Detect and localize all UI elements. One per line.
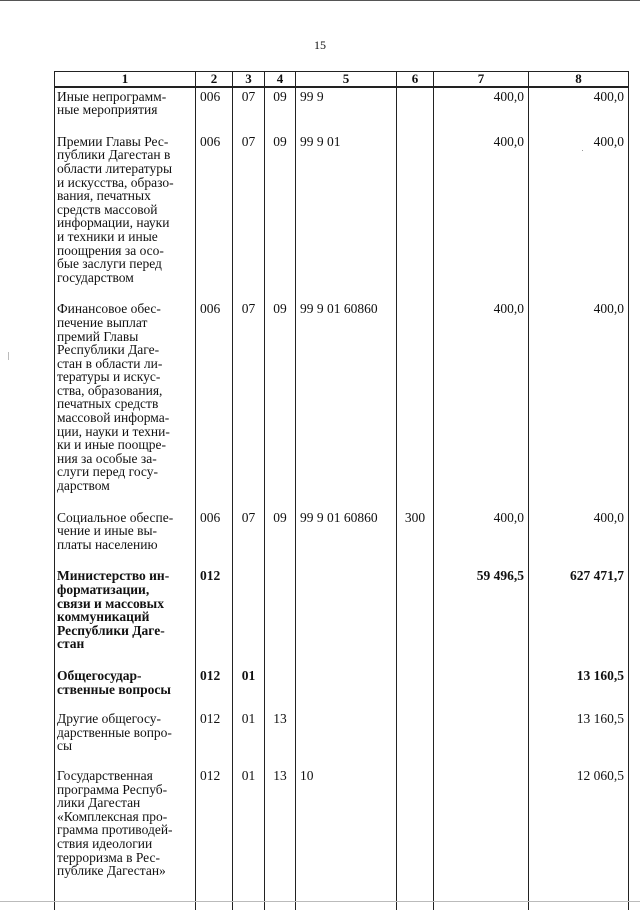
expense-type-cell xyxy=(397,133,434,301)
ministry-code-cell: 006 xyxy=(196,300,233,508)
scan-mark xyxy=(8,352,9,360)
table-row xyxy=(55,133,629,301)
row-name-line: сы xyxy=(57,738,73,754)
row-name-line: дарством xyxy=(57,478,110,494)
row-name-line: массовой информа- xyxy=(57,410,170,426)
table-body xyxy=(55,87,629,910)
subsection-code-cell: 13 xyxy=(265,710,296,767)
subsection-code-cell: 13 xyxy=(265,767,296,878)
row-name-line: премий Главы xyxy=(57,328,139,344)
row-name-line: терроризма в Рес- xyxy=(57,849,160,865)
ministry-code-cell: 006 xyxy=(196,87,233,133)
header-col-6: 6 xyxy=(397,72,434,87)
row-name-cell xyxy=(55,133,196,301)
row-name-line: печатных средств xyxy=(57,396,159,412)
row-name-line: и техники и иные xyxy=(57,228,158,244)
expense-type-cell xyxy=(397,87,434,133)
row-name-line: публики Дагестан в xyxy=(57,147,171,163)
amount-col8-cell: 627 471,7 xyxy=(529,567,629,667)
header-col-1: 1 xyxy=(55,72,196,87)
amount-col7-cell: 400,0 xyxy=(434,509,529,568)
row-name-line: платы населению xyxy=(57,536,158,552)
row-name-line: Иные непрограмм- xyxy=(57,88,167,104)
table-row xyxy=(55,767,629,878)
header-col-7: 7 xyxy=(434,72,529,87)
row-name-line: ния за особые за- xyxy=(57,450,157,466)
table-row xyxy=(55,667,629,710)
table-row xyxy=(55,300,629,508)
amount-col8-cell: 12 060,5 xyxy=(529,767,629,878)
row-name-cell xyxy=(55,567,196,667)
program-code-cell: 99 9 01 60860 xyxy=(296,300,397,508)
amount-col8-cell: 400,0 xyxy=(529,300,629,508)
subsection-code-cell: 09 xyxy=(265,133,296,301)
expense-type-cell xyxy=(397,710,434,767)
row-name-line: дарственные вопро- xyxy=(57,724,172,740)
row-name-cell xyxy=(55,710,196,767)
program-code-cell: 99 9 01 xyxy=(296,133,397,301)
amount-col7-cell xyxy=(434,710,529,767)
row-name-line: бые заслуги перед xyxy=(57,256,162,272)
row-name-line: «Комплексная про- xyxy=(57,808,168,824)
page-number: 15 xyxy=(314,38,326,52)
row-name-line: Премии Главы Рес- xyxy=(57,133,169,149)
row-name-line: Социальное обеспе- xyxy=(57,509,174,525)
amount-col7-cell: 59 496,5 xyxy=(434,567,529,667)
row-name-line: ственные вопросы xyxy=(57,681,171,697)
amount-col8-cell: 400,0 xyxy=(529,509,629,568)
table-row xyxy=(55,87,629,133)
expense-type-cell: 300 xyxy=(397,509,434,568)
ministry-code-cell: 006 xyxy=(196,509,233,568)
expense-type-cell xyxy=(397,567,434,667)
row-name-line: грамма противодей- xyxy=(57,822,173,838)
amount-col8-cell: 13 160,5 xyxy=(529,710,629,767)
subsection-code-cell xyxy=(265,667,296,710)
row-name-line: Республики Даге- xyxy=(57,342,160,358)
row-name-line: лики Дагестан xyxy=(57,795,141,811)
section-code-cell xyxy=(233,567,265,667)
program-code-cell xyxy=(296,667,397,710)
row-name-line: Финансовое обес- xyxy=(57,301,161,317)
amount-col7-cell: 400,0 xyxy=(434,87,529,133)
row-name-line: ные мероприятия xyxy=(57,102,158,118)
row-name-cell xyxy=(55,300,196,508)
program-code-cell: 10 xyxy=(296,767,397,878)
amount-col7-cell: 400,0 xyxy=(434,133,529,301)
row-name-line: информации, науки xyxy=(57,215,170,231)
ministry-code-cell: 012 xyxy=(196,767,233,878)
row-name-cell xyxy=(55,87,196,133)
program-code-cell xyxy=(296,710,397,767)
subsection-code-cell: 09 xyxy=(265,300,296,508)
row-name-line: государством xyxy=(57,269,134,285)
row-name-line: ствия идеологии xyxy=(57,835,153,851)
row-name-line: вания, печатных xyxy=(57,188,151,204)
table-row xyxy=(55,567,629,667)
expense-type-cell xyxy=(397,667,434,710)
program-code-cell: 99 9 01 60860 xyxy=(296,509,397,568)
subsection-code-cell: 09 xyxy=(265,87,296,133)
row-name-line: связи и массовых xyxy=(57,595,164,611)
row-name-line: коммуникаций xyxy=(57,609,150,625)
row-name-line: поощрения за осо- xyxy=(57,242,164,258)
row-name-line: программа Респуб- xyxy=(57,781,168,797)
section-code-cell: 07 xyxy=(233,509,265,568)
row-name-line: ции, науки и техни- xyxy=(57,423,170,439)
row-name-line: стан в области ли- xyxy=(57,355,163,371)
row-name-line: Государственная xyxy=(57,767,153,783)
row-name-line: Другие общегосу- xyxy=(57,711,162,727)
section-code-cell: 07 xyxy=(233,87,265,133)
row-name-line: ки и иные поощре- xyxy=(57,437,167,453)
subsection-code-cell: 09 xyxy=(265,509,296,568)
row-name-line: печение выплат xyxy=(57,314,148,330)
row-name-cell xyxy=(55,509,196,568)
row-name-line: чение и иные вы- xyxy=(57,523,158,539)
subsection-code-cell xyxy=(265,567,296,667)
ministry-code-cell: 006 xyxy=(196,133,233,301)
amount-col7-cell xyxy=(434,667,529,710)
row-name-cell xyxy=(55,667,196,710)
header-row xyxy=(55,72,629,87)
ministry-code-cell: 012 xyxy=(196,567,233,667)
section-code-cell: 07 xyxy=(233,133,265,301)
amount-col8-cell: 400,0 xyxy=(529,87,629,133)
amount-col8-cell: 400,0 xyxy=(529,133,629,301)
section-code-cell: 01 xyxy=(233,767,265,878)
table-row xyxy=(55,509,629,568)
program-code-cell xyxy=(296,567,397,667)
row-name-line: Министерство ин- xyxy=(57,568,170,584)
row-name-line: Республики Даге- xyxy=(57,622,165,638)
row-name-line: тературы и искус- xyxy=(57,369,161,385)
section-code-cell: 07 xyxy=(233,300,265,508)
row-name-line: публике Дагестан» xyxy=(57,863,166,879)
top-border-line xyxy=(0,0,640,1)
program-code-cell: 99 9 xyxy=(296,87,397,133)
expense-type-cell xyxy=(397,767,434,878)
section-code-cell: 01 xyxy=(233,667,265,710)
bottom-border-line xyxy=(0,901,640,902)
header-col-4: 4 xyxy=(265,72,296,87)
table-row xyxy=(55,710,629,767)
header-col-8: 8 xyxy=(529,72,629,87)
expense-type-cell xyxy=(397,300,434,508)
row-name-line: стан xyxy=(57,636,85,652)
header-col-2: 2 xyxy=(196,72,233,87)
scan-dot xyxy=(582,150,583,151)
header-col-3: 3 xyxy=(233,72,265,87)
row-name-line: и искусства, образо- xyxy=(57,174,174,190)
row-name-line: области литературы xyxy=(57,160,173,176)
row-name-line: ства, образования, xyxy=(57,382,163,398)
row-name-cell xyxy=(55,767,196,878)
amount-col7-cell: 400,0 xyxy=(434,300,529,508)
row-name-line: Общегосудар- xyxy=(57,667,142,683)
row-name-line: форматизации, xyxy=(57,582,150,597)
row-name-line: средств массовой xyxy=(57,201,158,217)
ministry-code-cell: 012 xyxy=(196,710,233,767)
budget-table xyxy=(54,71,629,910)
amount-col8-cell: 13 160,5 xyxy=(529,667,629,710)
section-code-cell: 01 xyxy=(233,710,265,767)
ministry-code-cell: 012 xyxy=(196,667,233,710)
row-name-line: слуги перед госу- xyxy=(57,464,158,480)
header-col-5: 5 xyxy=(296,72,397,87)
amount-col7-cell xyxy=(434,767,529,878)
